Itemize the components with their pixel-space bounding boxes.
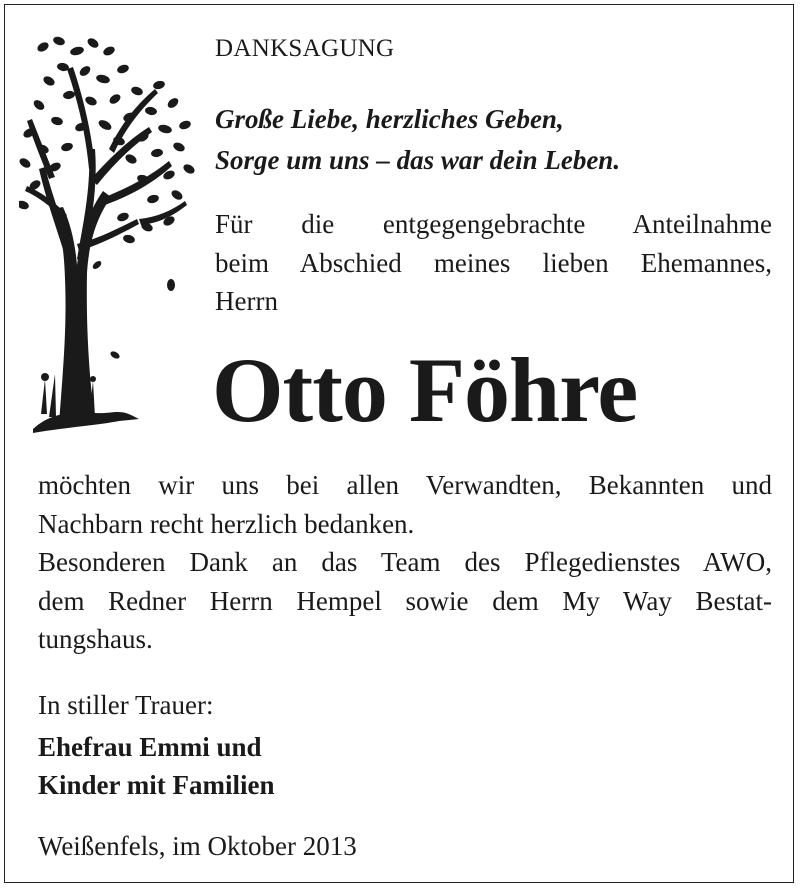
intro-line: Für die entgegengebrachte Anteilnahme: [215, 209, 772, 239]
family-line: Kinder mit Familien: [38, 770, 275, 800]
body-text: [38, 466, 772, 659]
mourning-label: In stiller Trauer:: [38, 690, 214, 720]
body-line: tungshaus.: [38, 624, 153, 654]
intro-text: [215, 205, 772, 321]
notice-frame: [4, 4, 794, 883]
intro-line: beim Abschied meines lieben Ehemannes,: [215, 247, 772, 278]
tree-silhouette-icon: [19, 29, 195, 439]
family-line: Ehefrau Emmi und: [38, 732, 262, 762]
notice-heading: DANKSAGUNG: [215, 35, 395, 62]
verse-line: Sorge um uns – das war dein Leben.: [215, 145, 621, 175]
body-line: möchten wir uns bei allen Verwandten, Bekannten und: [38, 470, 772, 500]
verse-line: Große Liebe, herzliches Geben,: [215, 104, 564, 134]
intro-line: Herrn: [215, 286, 278, 316]
body-line: Nachbarn recht herzlich bedanken.: [38, 508, 415, 539]
body-line: Besonderen Dank an das Team des Pflegedienstes AWO,: [38, 547, 772, 577]
deceased-name: Otto Föhre: [212, 339, 638, 441]
family-signature: [38, 728, 275, 804]
body-line: dem Redner Herrn Hempel sowie dem My Way Bestat-: [38, 585, 772, 616]
place-date: Weißenfels, im Oktober 2013: [38, 831, 357, 861]
verse: [215, 99, 620, 181]
